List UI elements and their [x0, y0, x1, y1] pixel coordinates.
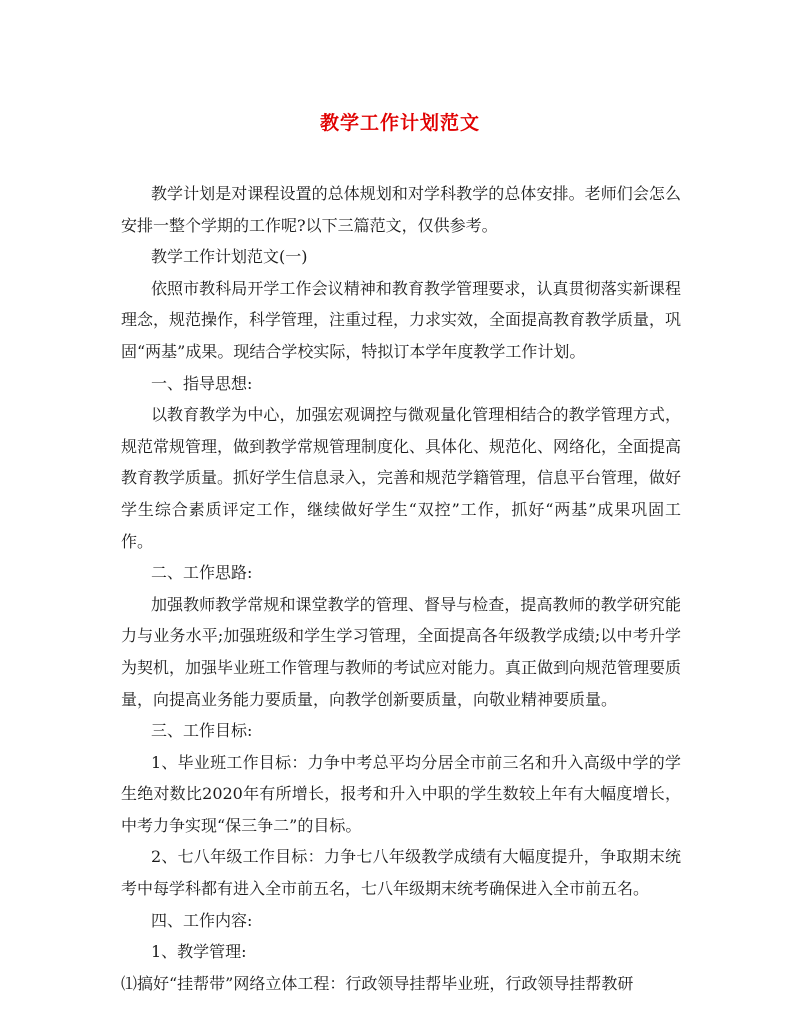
list-item-paragraph: ⑴搞好“挂帮带”网络立体工程：行政领导挂帮毕业班，行政领导挂帮教研: [121, 973, 634, 993]
intro-paragraph: 教学计划是对课程设置的总体规划和对学科教学的总体安排。老师们会怎么安排一整个学期的工作呢?以下三篇范文，仅供参考。: [121, 184, 681, 235]
section-heading-sample-one: 教学工作计划范文(一): [151, 247, 308, 267]
document-body: [121, 178, 681, 999]
section-heading-work-goals: 三、工作目标:: [151, 721, 253, 741]
subheading-teaching-management: 1、教学管理:: [151, 942, 247, 962]
body-paragraph: 加强教师教学常规和课堂教学的管理、督导与检查，提高教师的教学研究能力与业务水平;加强班级和学生学习管理，全面提高各年级教学成绩;以中考升学为契机，加强毕业班工作管理与教师的考试应对能力。真正做到向规范管理要质量，向提高业务能力要质量，向教学创新要质量，向敬业精神要质量。: [121, 594, 682, 709]
section-heading-work-approach: 二、工作思路:: [151, 563, 253, 583]
section-heading-work-content: 四、工作内容:: [151, 910, 253, 930]
body-paragraph: 依照市教科局开学工作会议精神和教育教学管理要求，认真贯彻落实新课程理念，规范操作，科学管理，注重过程，力求实效，全面提高教育教学质量，巩固“两基”成果。现结合学校实际，特拟订本学年度教学工作计划。: [121, 278, 682, 361]
document-title: 教学工作计划范文: [319, 112, 480, 134]
list-item-paragraph: 2、七八年级工作目标：力争七八年级教学成绩有大幅度提升，争取期末统考中每学科都有进入全市前五名，七八年级期末统考确保进入全市前五名。: [121, 847, 681, 899]
body-paragraph: 以教育教学为中心，加强宏观调控与微观量化管理相结合的教学管理方式，规范常规管理，做到教学常规管理制度化、具体化、规范化、网络化，全面提高教育教学质量。抓好学生信息录入，完善和规范学籍管理，信息平台管理，做好学生综合素质评定工作，继续做好学生“双控”工作，抓好“两基”成果巩固工作。: [121, 405, 682, 551]
list-item-paragraph: 1、毕业班工作目标：力争中考总平均分居全市前三名和升入高级中学的学生绝对数比2020年有所增长，报考和升入中职的学生数较上年有大幅度增长，中考力争实现“保三争二”的目标。: [121, 752, 681, 835]
section-heading-guiding-thought: 一、指导思想:: [151, 373, 253, 393]
